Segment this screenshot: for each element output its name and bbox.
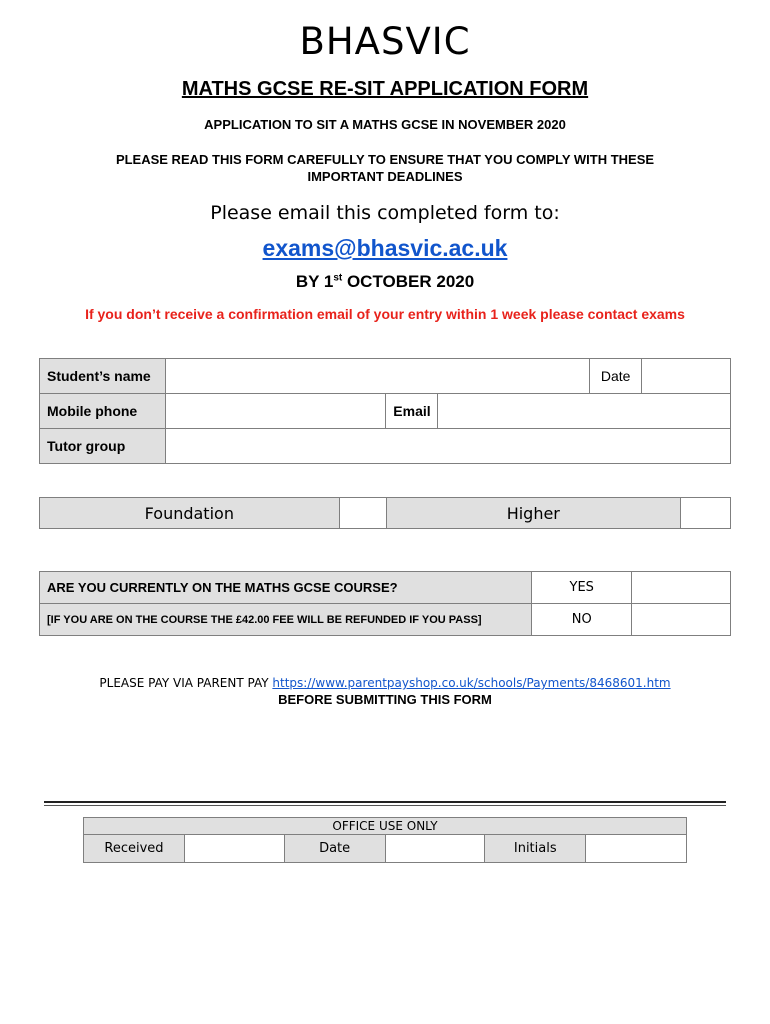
submission-deadline	[0, 272, 770, 292]
tier-selection-table	[39, 497, 731, 529]
deadline-suffix: OCTOBER 2020	[342, 272, 475, 291]
tutor-group-field[interactable]	[165, 429, 730, 464]
higher-label: Higher	[386, 498, 681, 529]
payment-prefix: PLEASE PAY VIA PARENT PAY	[99, 676, 273, 690]
payment-instruction	[0, 676, 770, 690]
divider-line	[44, 801, 726, 803]
foundation-checkbox[interactable]	[339, 498, 386, 529]
student-name-label: Student’s name	[40, 359, 166, 394]
student-name-field[interactable]	[165, 359, 589, 394]
office-use-heading: OFFICE USE ONLY	[84, 818, 687, 835]
yes-label: YES	[532, 572, 632, 604]
course-question-table	[39, 571, 731, 636]
divider-line-thin	[44, 805, 726, 806]
parentpay-link[interactable]: https://www.parentpayshop.co.uk/schools/Payments/8468601.htm	[272, 676, 671, 690]
office-use-table	[83, 817, 687, 863]
bhasvic-logo: BHASVIC	[299, 20, 471, 63]
deadline-notice	[0, 151, 770, 185]
no-label: NO	[532, 604, 632, 636]
date-field[interactable]	[642, 359, 731, 394]
course-question: ARE YOU CURRENTLY ON THE MATHS GCSE COURSE?	[40, 572, 532, 604]
tutor-group-label: Tutor group	[40, 429, 166, 464]
mobile-phone-label: Mobile phone	[40, 394, 166, 429]
no-checkbox[interactable]	[632, 604, 731, 636]
initials-label: Initials	[485, 835, 586, 863]
higher-checkbox[interactable]	[681, 498, 731, 529]
office-date-label: Date	[284, 835, 385, 863]
mobile-phone-field[interactable]	[165, 394, 386, 429]
initials-field[interactable]	[586, 835, 687, 863]
deadline-sup: st	[333, 272, 343, 284]
notice-line-2: IMPORTANT DEADLINES	[307, 169, 463, 184]
email-prompt: Please email this completed form to:	[210, 202, 560, 224]
confirmation-warning: If you don’t receive a confirmation email of your entry within 1 week please contact exams	[85, 306, 685, 322]
form-subtitle: APPLICATION TO SIT A MATHS GCSE IN NOVEMBER 2020	[204, 117, 566, 132]
notice-line-1: PLEASE READ THIS FORM CAREFULLY TO ENSURE THAT YOU COMPLY WITH THESE	[115, 152, 655, 167]
received-field[interactable]	[184, 835, 284, 863]
received-label: Received	[84, 835, 185, 863]
refund-note: [IF YOU ARE ON THE COURSE THE £42.00 FEE WILL BE REFUNDED IF YOU PASS]	[40, 604, 532, 636]
form-title: MATHS GCSE RE-SIT APPLICATION FORM	[181, 78, 589, 100]
yes-checkbox[interactable]	[632, 572, 731, 604]
deadline-prefix: BY 1	[295, 272, 334, 291]
student-details-table	[39, 358, 731, 464]
email-label: Email	[386, 394, 438, 429]
date-label: Date	[590, 359, 642, 394]
office-date-field[interactable]	[385, 835, 485, 863]
email-field[interactable]	[438, 394, 731, 429]
exams-email-link[interactable]: exams@bhasvic.ac.uk	[262, 235, 508, 261]
payment-before-submit: BEFORE SUBMITTING THIS FORM	[278, 692, 492, 707]
foundation-label: Foundation	[40, 498, 340, 529]
